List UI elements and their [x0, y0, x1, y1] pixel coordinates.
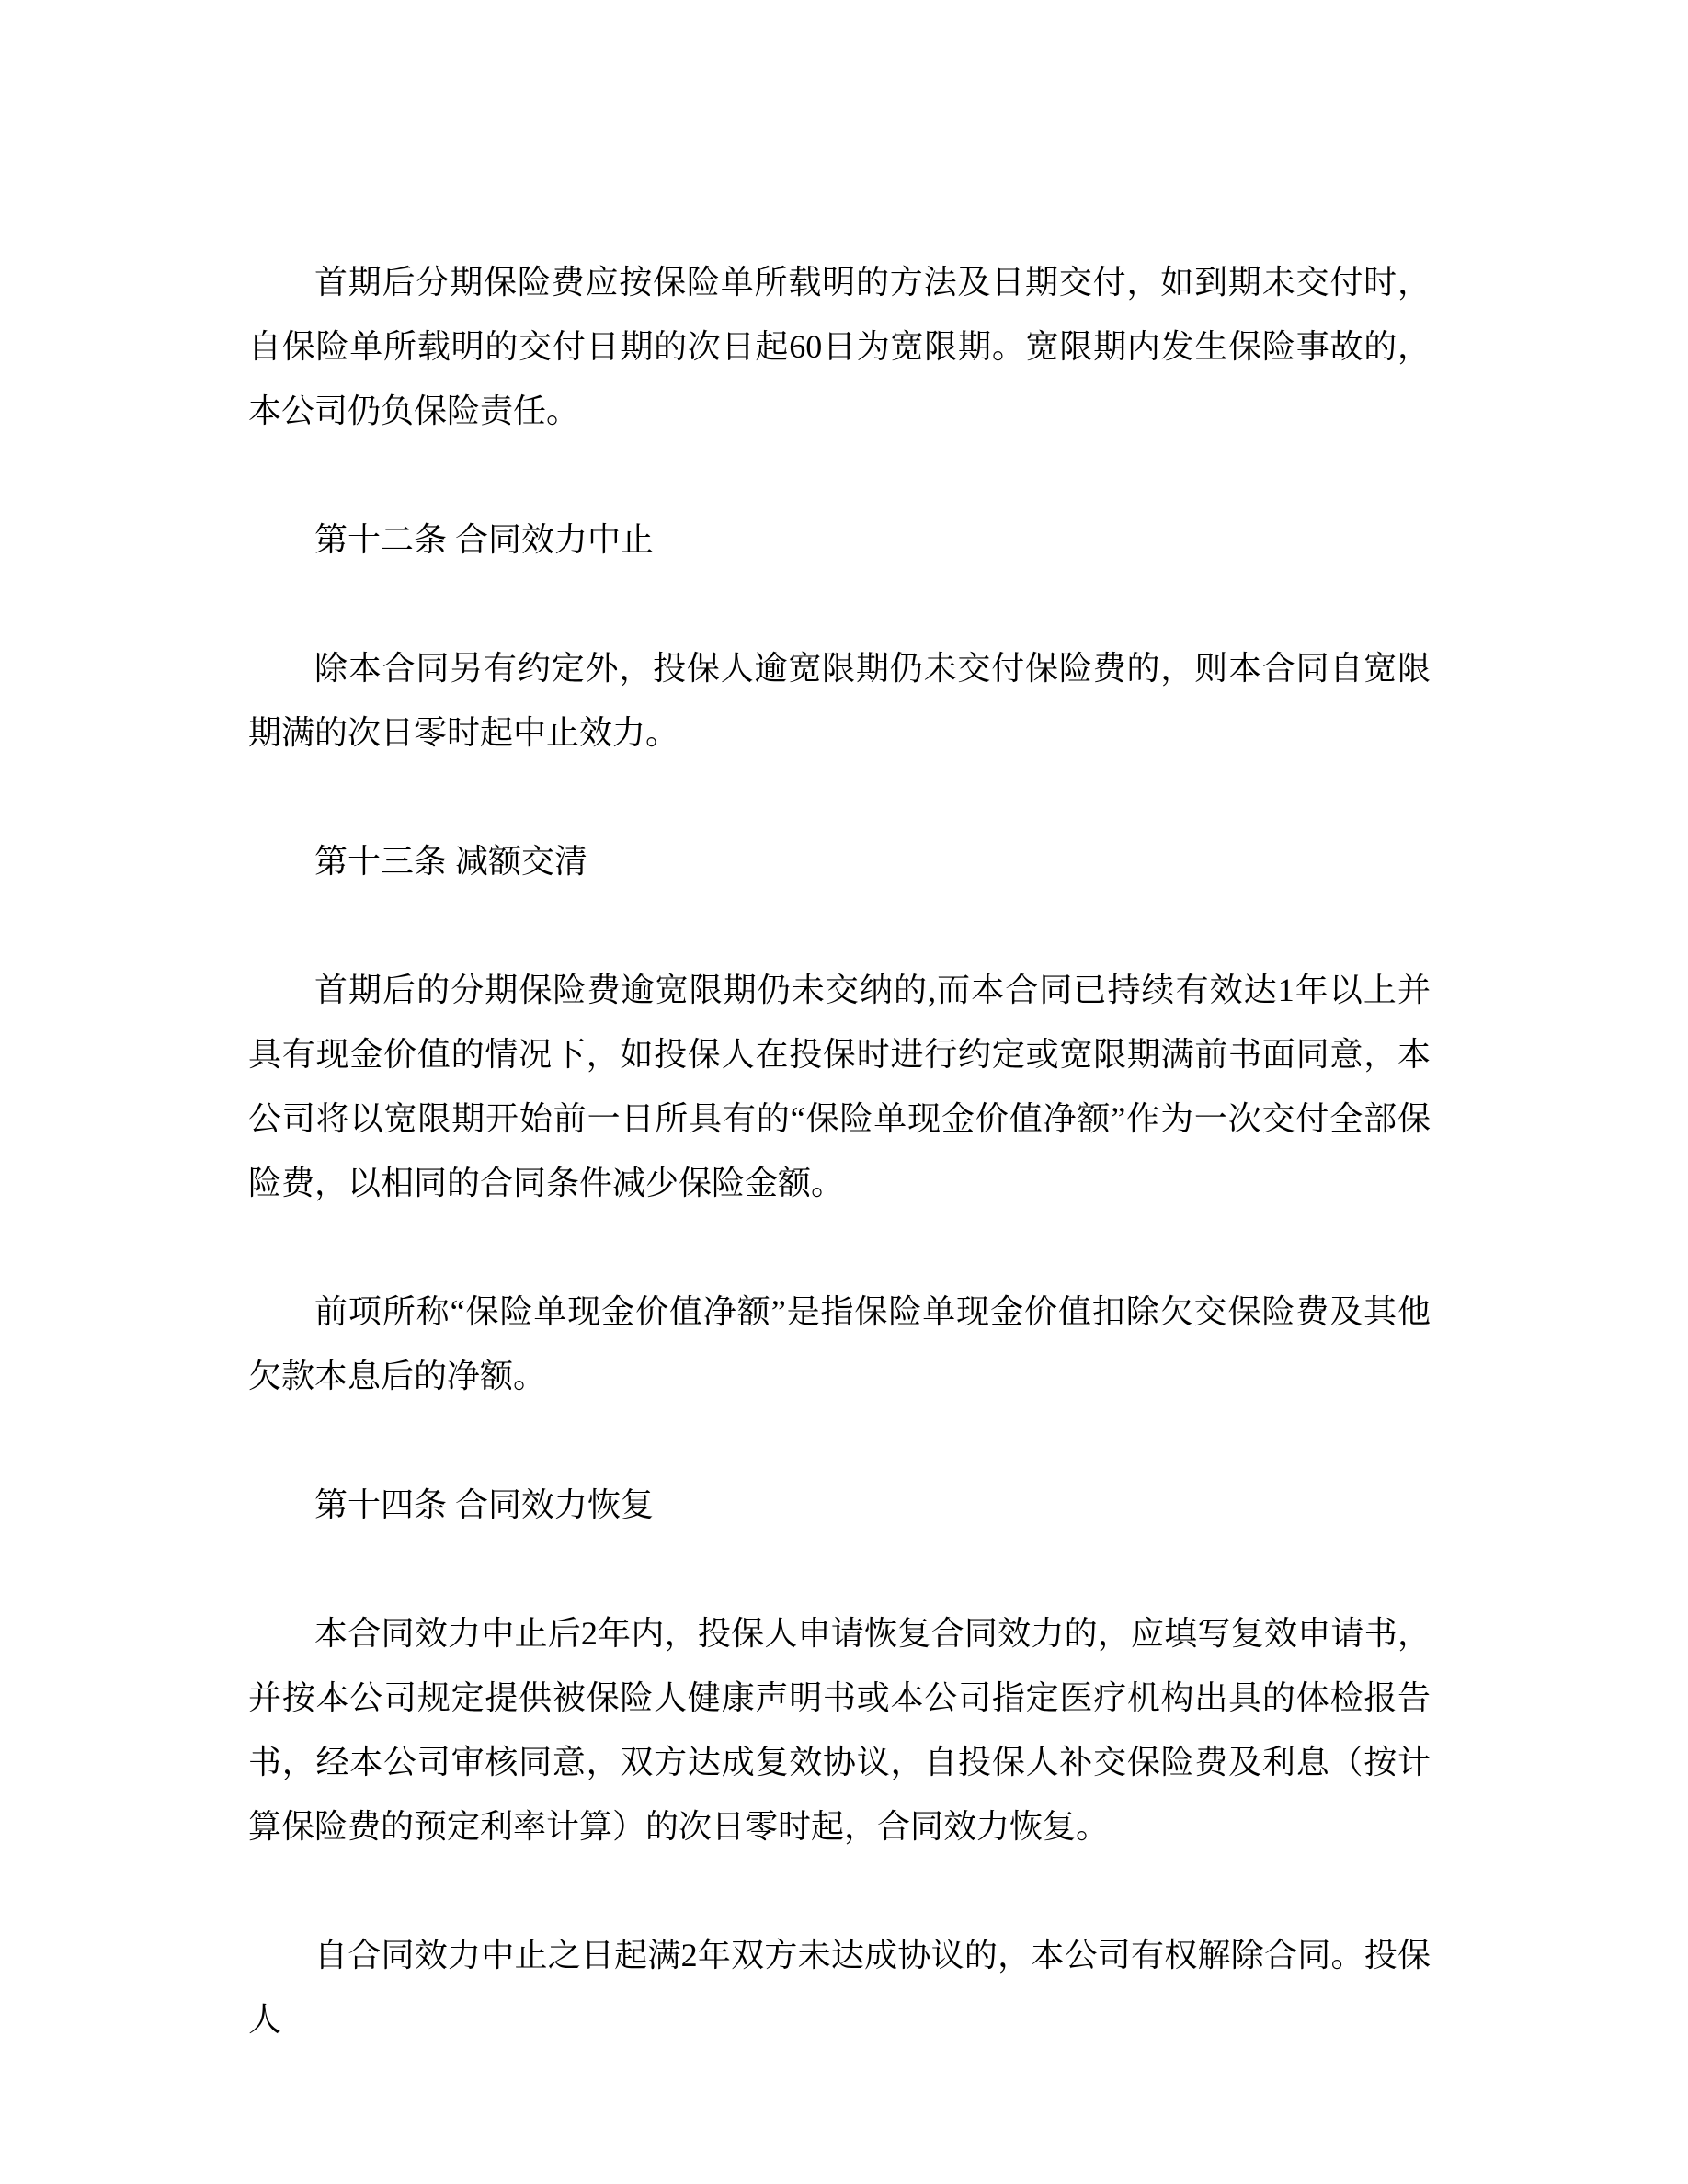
article-heading: 第十二条 合同效力中止 — [314, 521, 655, 558]
body-paragraph: 前项所称“保险单现金价值净额”是指保险单现金价值扣除欠交保险费及其他欠款本息后的净额。 — [248, 1293, 1431, 1394]
body-paragraph: 首期后的分期保险费逾宽限期仍未交纳的,而本合同已持续有效达1年以上并具有现金价值的情况下，如投保人在投保时进行约定或宽限期满前书面同意，本公司将以宽限期开始前一日所具有的“保险单现金价值净额”作为一次交付全部保险费，以相同的合同条件减少保险金额。 — [248, 972, 1431, 1201]
article-heading: 第十四条 合同效力恢复 — [314, 1486, 655, 1523]
body-paragraph: 首期后分期保险费应按保险单所载明的方法及日期交付，如到期未交付时，自保险单所载明的交付日期的次日起60日为宽限期。宽限期内发生保险事故的，本公司仍负保险责任。 — [248, 264, 1431, 429]
document-content — [248, 250, 1431, 2052]
body-paragraph: 自合同效力中止之日起满2年双方未达成协议的，本公司有权解除合同。投保人 — [248, 1937, 1431, 2038]
body-paragraph: 本合同效力中止后2年内，投保人申请恢复合同效力的，应填写复效申请书，并按本公司规定提供被保险人健康声明书或本公司指定医疗机构出具的体检报告书，经本公司审核同意，双方达成复效协议，自投保人补交保险费及利息（按计算保险费的预定利率计算）的次日零时起，合同效力恢复。 — [248, 1615, 1431, 1845]
body-paragraph: 除本合同另有约定外，投保人逾宽限期仍未交付保险费的，则本合同自宽限期满的次日零时起中止效力。 — [248, 650, 1431, 751]
article-heading: 第十三条 减额交清 — [314, 843, 588, 880]
